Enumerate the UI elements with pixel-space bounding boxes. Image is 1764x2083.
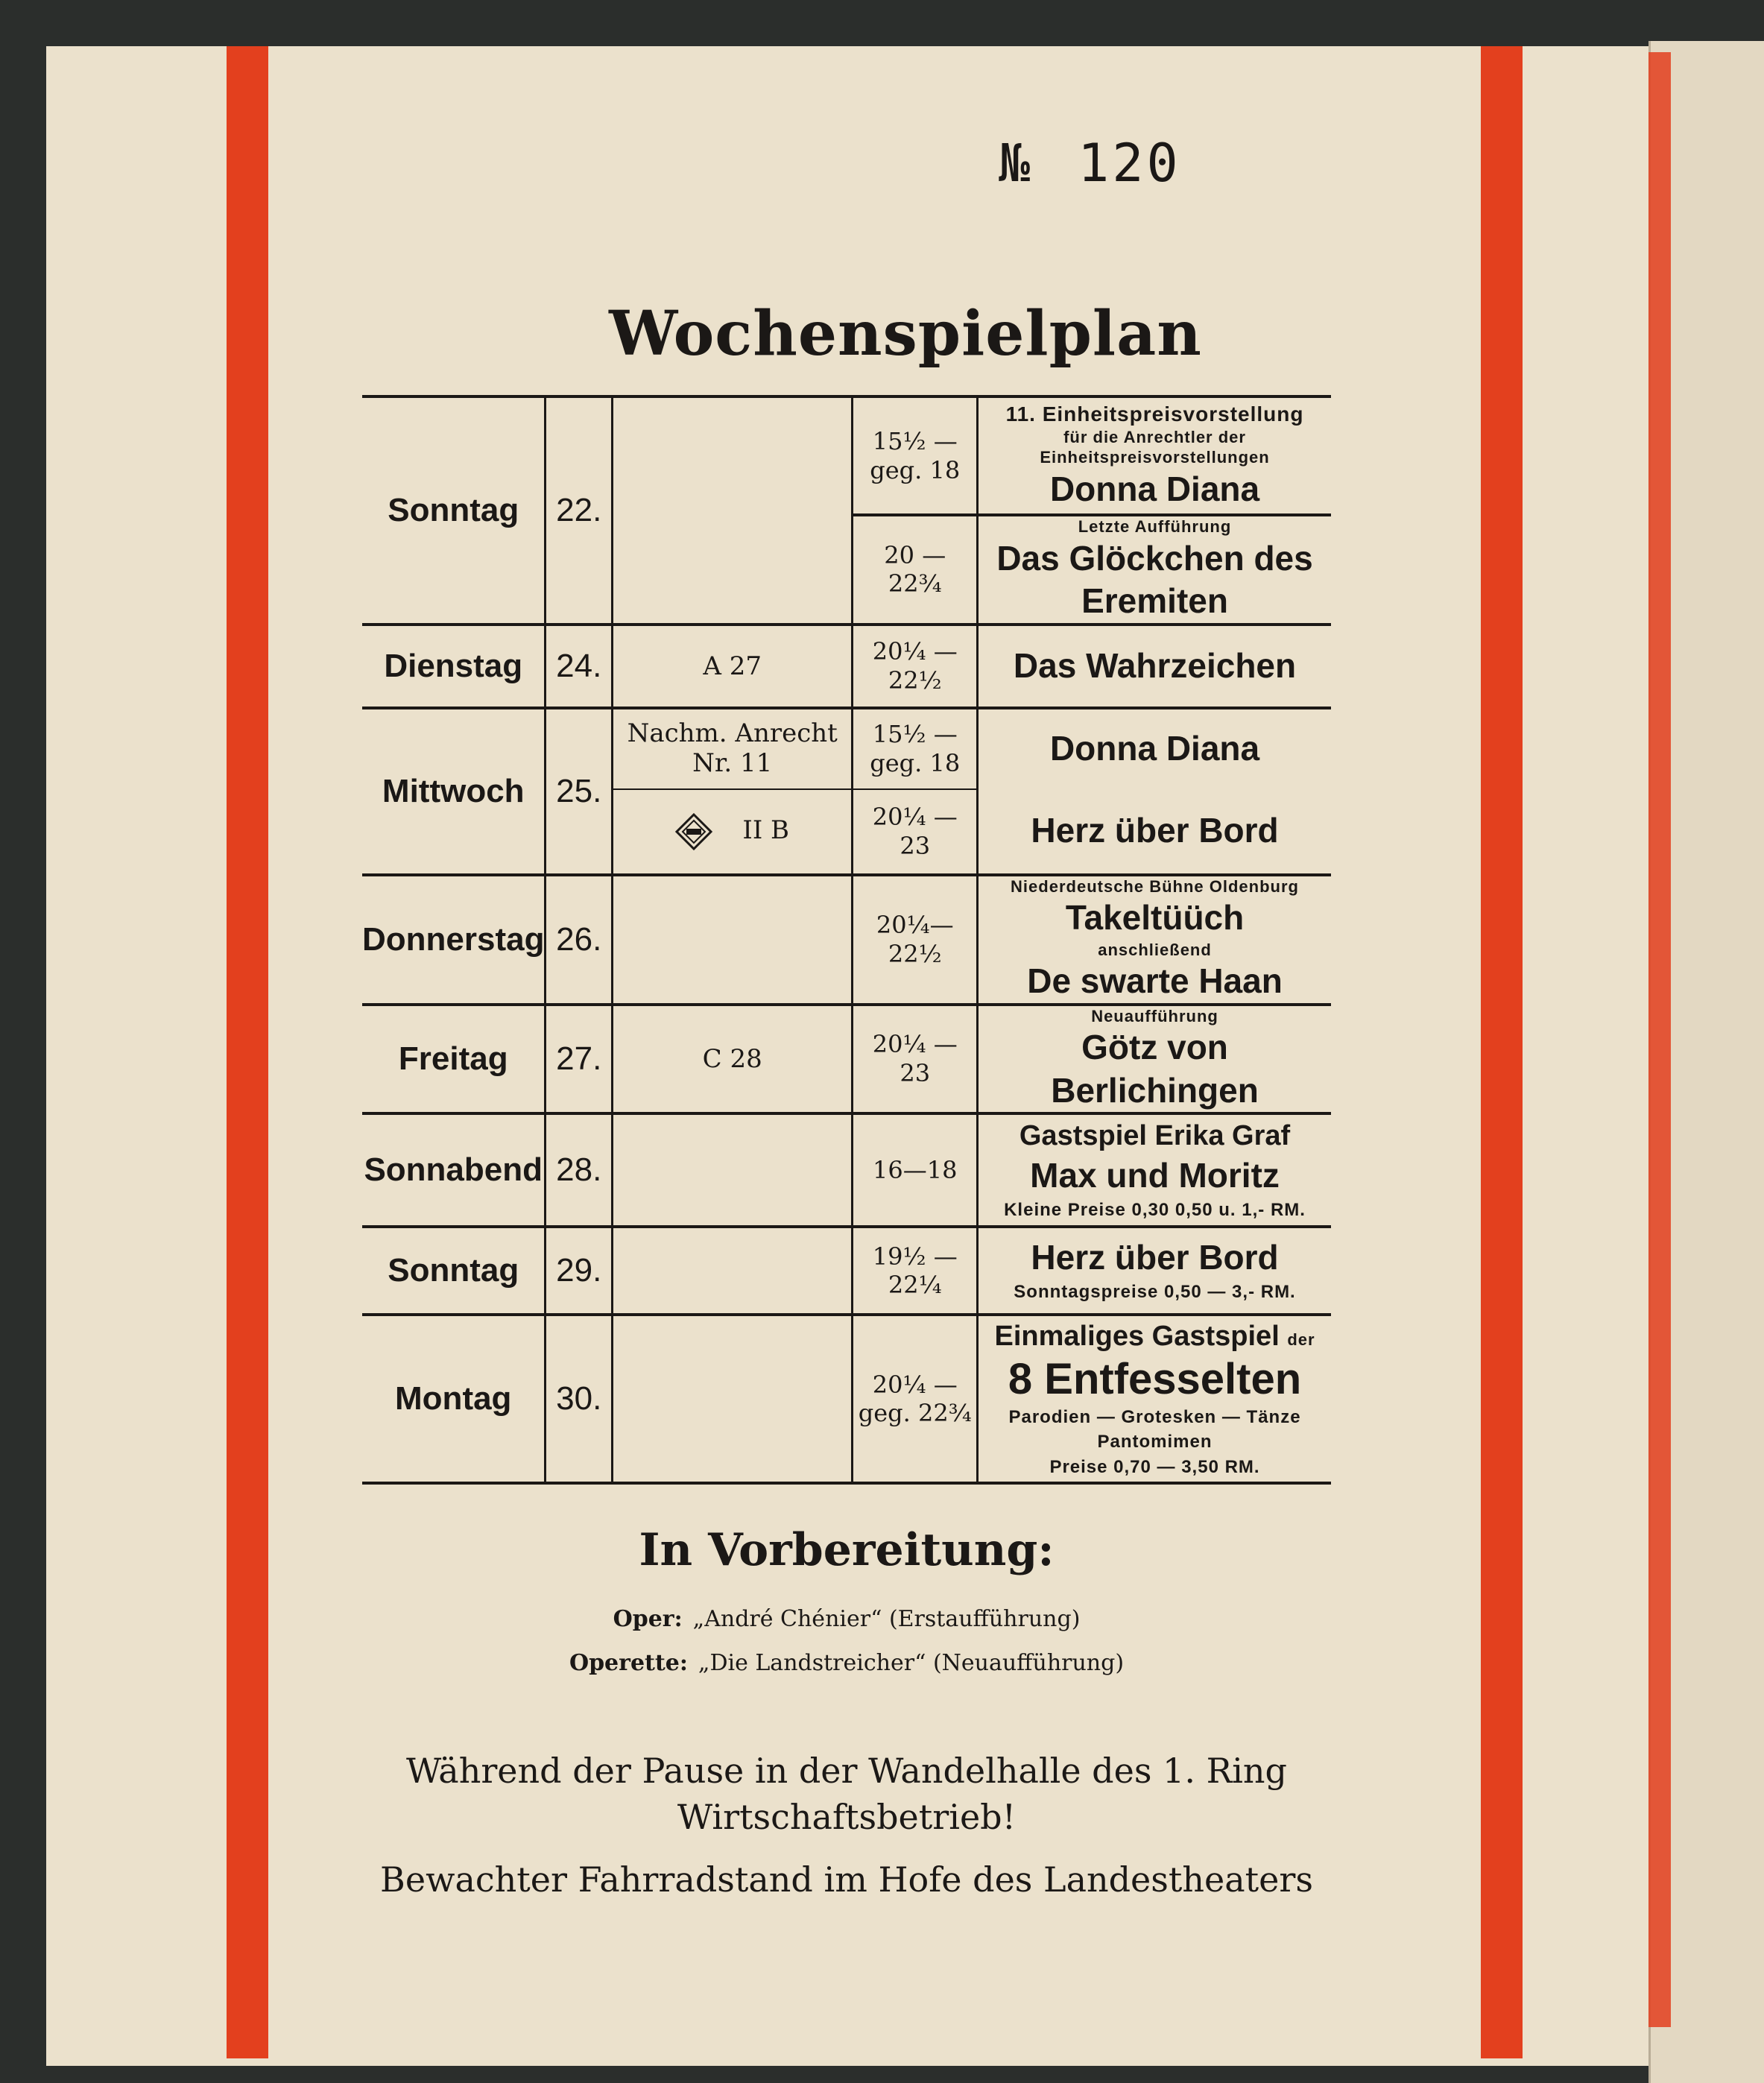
play-title: Götz von Berlichingen xyxy=(1051,1028,1259,1110)
day-cell: Freitag xyxy=(362,1005,546,1114)
program-cell xyxy=(978,708,1331,789)
program-pre-main: Einmaliges Gastspiel xyxy=(994,1320,1280,1352)
program-prices: Kleine Preise 0,30 0,50 u. 1,- RM. xyxy=(1004,1199,1306,1220)
note-cell: Nachm. Anrecht Nr. 11 xyxy=(613,708,853,789)
table-row xyxy=(362,1227,1331,1315)
schedule-table xyxy=(362,395,1331,1485)
table-row xyxy=(362,396,1331,515)
date-cell: 30. xyxy=(546,1315,613,1483)
date-cell: 22. xyxy=(546,396,613,625)
program-pre2: für die Anrechtler der xyxy=(1063,427,1246,446)
play-title: Das Glöckchen des Eremiten xyxy=(996,538,1313,620)
prep-operette xyxy=(362,1650,1331,1676)
table-row xyxy=(362,875,1331,1005)
date-cell: 27. xyxy=(546,1005,613,1114)
play-title: Herz über Bord xyxy=(1031,811,1279,850)
play-title: Donna Diana xyxy=(1049,729,1260,768)
note-cell xyxy=(613,1113,853,1227)
program-cell xyxy=(978,625,1331,708)
left-red-stripe xyxy=(227,46,268,2058)
facing-red-stripe xyxy=(1648,52,1671,2027)
program-cell xyxy=(978,875,1331,1005)
right-red-stripe xyxy=(1481,46,1523,2058)
play-title: Max und Moritz xyxy=(1030,1156,1280,1195)
time-cell: 20¼ — 22½ xyxy=(853,625,978,708)
bike-notice: Bewachter Fahrradstand im Hofe des Landestheaters xyxy=(380,1859,1313,1900)
table-row xyxy=(362,1005,1331,1114)
date-cell: 25. xyxy=(546,708,613,875)
day-cell: Montag xyxy=(362,1315,546,1483)
program-pre-suffix: der xyxy=(1287,1330,1315,1349)
note-cell xyxy=(613,396,853,625)
program-cell xyxy=(978,1113,1331,1227)
program-pre xyxy=(994,1318,1315,1355)
prep-operette-text: „Die Landstreicher“ (Neuaufführung) xyxy=(698,1650,1125,1676)
date-cell: 29. xyxy=(546,1227,613,1315)
program-pre: Neuaufführung xyxy=(1091,1006,1218,1025)
pause-line-2: Wirtschaftsbetrieb! xyxy=(677,1797,1017,1838)
prep-oper-label: Oper: xyxy=(613,1606,683,1632)
prep-oper-text: „André Chénier“ (Erstaufführung) xyxy=(692,1606,1081,1632)
time-cell: 16—18 xyxy=(853,1113,978,1227)
program-cell xyxy=(978,396,1331,515)
time-cell: 20 — 22¾ xyxy=(853,515,978,625)
date-cell: 24. xyxy=(546,625,613,708)
time-cell: 20¼ — 23 xyxy=(853,1005,978,1114)
table-row xyxy=(362,708,1331,789)
play-title: Donna Diana xyxy=(1049,469,1260,508)
prep-operette-label: Operette: xyxy=(569,1650,688,1676)
play-title: Das Wahrzeichen xyxy=(1013,645,1297,685)
note-cell xyxy=(613,1227,853,1315)
time-cell: 19½ — 22¼ xyxy=(853,1227,978,1315)
time-cell: 20¼ — 23 xyxy=(853,789,978,875)
program-pre: 11. Einheitspreisvorstellung xyxy=(1005,402,1304,426)
program-mid: anschließend xyxy=(1098,940,1212,959)
page-title: Wochenspielplan xyxy=(609,298,1202,370)
number-label: № xyxy=(999,133,1034,194)
day-cell: Donnerstag xyxy=(362,875,546,1005)
program-prices: Sonntagspreise 0,50 — 3,- RM. xyxy=(1014,1281,1296,1302)
note-cell: C 28 xyxy=(613,1005,853,1114)
program-cell xyxy=(978,1005,1331,1114)
time-cell: 20¼ — geg. 22¾ xyxy=(853,1315,978,1483)
day-cell: Mittwoch xyxy=(362,708,546,875)
program-genres-2: Pantomimen xyxy=(1097,1432,1213,1453)
time-cell: 15½ — geg. 18 xyxy=(853,396,978,515)
date-cell: 26. xyxy=(546,875,613,1005)
prep-oper xyxy=(362,1606,1331,1632)
number-value: 120 xyxy=(1078,133,1181,194)
table-row xyxy=(362,625,1331,708)
program-pre: Gastspiel Erika Graf xyxy=(1019,1119,1291,1151)
time-cell: 15½ — geg. 18 xyxy=(853,708,978,789)
day-cell: Sonnabend xyxy=(362,1113,546,1227)
program-pre: Niederdeutsche Bühne Oldenburg xyxy=(1011,876,1299,896)
page-number xyxy=(999,133,1181,194)
program-cell xyxy=(978,515,1331,625)
theater-emblem-icon xyxy=(675,813,712,850)
note-cell xyxy=(613,789,853,875)
play-title: Takeltüüch xyxy=(1065,898,1245,937)
note-text: II B xyxy=(742,815,790,845)
time-cell: 20¼— 22½ xyxy=(853,875,978,1005)
program-cell xyxy=(978,1315,1331,1483)
program-cell xyxy=(978,1227,1331,1315)
in-preparation-section xyxy=(362,1524,1331,1676)
day-cell: Dienstag xyxy=(362,625,546,708)
day-cell: Sonntag xyxy=(362,1227,546,1315)
play-title-2: De swarte Haan xyxy=(1027,961,1283,1000)
program-cell xyxy=(978,789,1331,875)
program-pre: Letzte Aufführung xyxy=(1078,517,1232,536)
program-genres: Parodien — Grotesken — Tänze xyxy=(1008,1406,1301,1427)
play-title: 8 Entfesselten xyxy=(1008,1354,1302,1403)
table-row xyxy=(362,1315,1331,1483)
day-cell: Sonntag xyxy=(362,396,546,625)
prep-title: In Vorbereitung: xyxy=(639,1524,1055,1576)
pause-line-1: Während der Pause in der Wandelhalle des 1. Ring xyxy=(405,1751,1287,1791)
program-pre3: Einheitspreisvorstellungen xyxy=(1040,448,1270,467)
pause-notice xyxy=(362,1748,1331,1840)
date-cell: 28. xyxy=(546,1113,613,1227)
note-cell: A 27 xyxy=(613,625,853,708)
table-row xyxy=(362,1113,1331,1227)
note-cell xyxy=(613,875,853,1005)
program-prices: Preise 0,70 — 3,50 RM. xyxy=(1049,1456,1260,1477)
play-title: Herz über Bord xyxy=(1031,1238,1279,1277)
note-cell xyxy=(613,1315,853,1483)
